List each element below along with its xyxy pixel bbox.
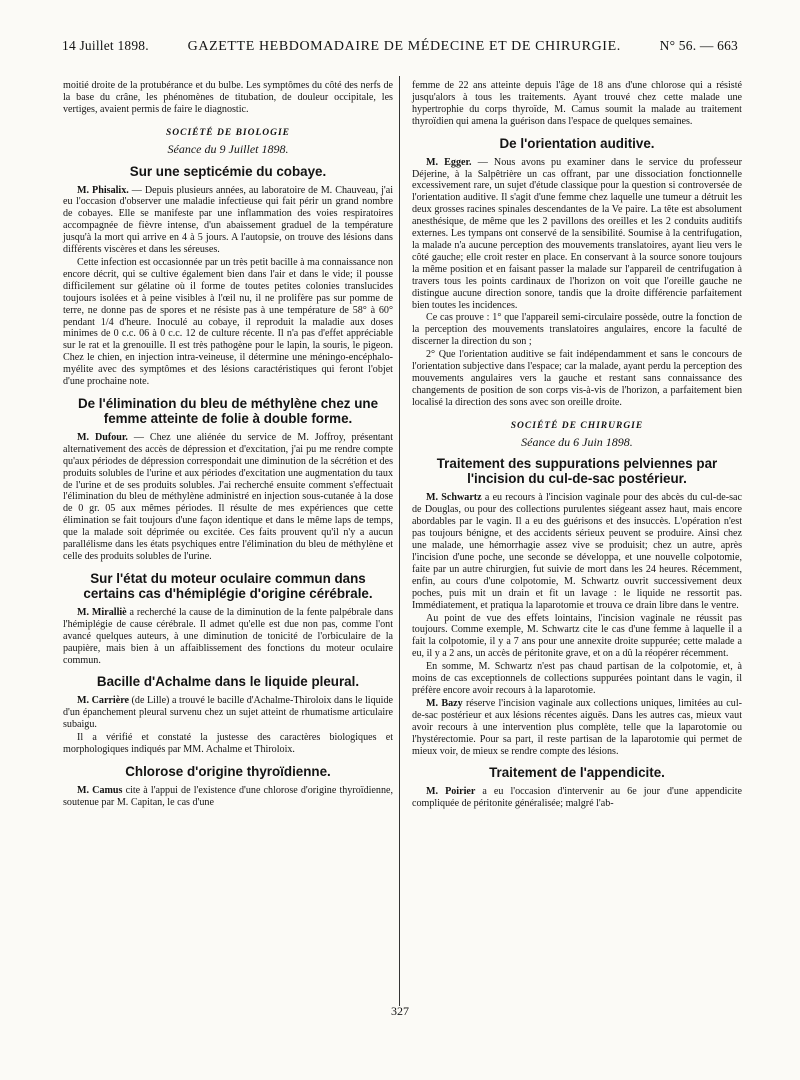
section-title: De l'élimination du bleu de méthylène chez une femme atteinte de folie à double forme. [77, 395, 379, 426]
author-name: M. Phisalix. [77, 184, 129, 196]
section-title: Sur l'état du moteur oculaire commun dans certains cas d'hémiplégie d'origine cérébrale. [83, 570, 373, 601]
paragraph: M. Egger. — Nous avons pu examiner dans le service du professeur Déjerine, à la Salpêtrière un cas offrant, par une dissociation fonctionnelle excessivement rare, un sujet d'étude classique pour la question si controversée de l'orientation auditive. Il s'agit d'une femme chez laquelle une tumeur a détruit les deux grosses racines spinales descendantes de la Ve paire. La tête est absolument anesthésique, de même que les 2 pavillons des oreilles et les 2 conduits auditifs externes. Les tympans ont conservé de la sensibilité. Soumise à la centrifugation, la malade n'a aucune perception des mouvements translatoires, ayant lieu vers le côté gauche; elle croit rester en place. En conservant à la source sonore toujours la même position et en faisant passer la malade sur l'appareil de centrifugation à travers tous les points cardinaux de l'horizon on voit que l'oreille gauche ne distingue aucune direction sonore, tandis que la droite différencie parfaitement bien toutes les incidences. [412, 156, 742, 311]
paragraph: femme de 22 ans atteinte depuis l'âge de 18 ans d'une chlorose qui a résisté jusqu'alors à tous les traitements. Ayant trouvé chez cette malade une hypertrophie du corps thyroïde, M. Camus soumit la malade au traitement thyroïdien qui amena la guérison dans l'espace de quelques semaines. [412, 80, 742, 127]
section-title: Bacille d'Achalme dans le liquide pleural. [96, 674, 360, 690]
author-name: M. Egger. [426, 156, 472, 168]
paragraph: M. Miralliè a recherché la cause de la diminution de la fente palpébrale dans l'hémiplégie de cause cérébrale. Il admet qu'elle est due non pas, comme l'ont avancé quelques auteurs, à une diminution de tonicité de l'orbiculaire de la paupière, mais bien à un affaiblissement des fonctions du moteur oculaire commun. [63, 606, 394, 666]
author-name: M. Carrière [77, 695, 129, 707]
paragraph: M. Camus cite à l'appui de l'existence d'une chlorose d'origine thyroïdienne, soutenue par M. Capitan, le cas d'une [63, 784, 393, 808]
paragraph: moitié droite de la protubérance et du bulbe. Les symptômes du côté des nerfs de la base du crâne, les phénomènes de titubation, de douleur occipitale, les vertiges, avaient permis de faire le diagnostic. [63, 80, 393, 115]
section-title: De l'orientation auditive. [499, 135, 655, 151]
header-date: 14 Juillet 1898. [62, 38, 149, 53]
session-date: Séance du 6 Juin 1898. [521, 434, 633, 449]
author-name: M. Camus [77, 784, 123, 796]
author-name: M. Miralliè [77, 606, 127, 618]
paragraph: M. Poirier a eu l'occasion d'intervenir au 6e jour d'une appendicite compliquée de péritonite généralisée; malgré l'ab- [412, 786, 743, 810]
society-heading: SOCIÉTÉ DE BIOLOGIE [165, 127, 291, 138]
paragraph: M. Bazy réserve l'incision vaginale aux collections uniques, limitées au cul-de-sac postérieur et aux lésions récentes aiguës. Dans les autres cas, mieux vaut avoir recours à une intervention plus complète, telle que la laparotomie ou l'hystérectomie. Pour sa part, il reste partisan de la laparotomie qui permet de mieux voir, de mieux se rendre compte des lésions. [412, 697, 742, 757]
author-name: M. Poirier [426, 786, 476, 798]
paragraph: Au point de vue des effets lointains, l'incision vaginale ne réussit pas toujours. Comme exemple, M. Schwartz cite le cas d'une femme à laquelle il a fait la colpotomie, il y a 7 ans pour une annexite droite suppurée; cette malade a eu, il y a 2 ans, un accès de péritonite grave, et on a dû la réopérer récemment. [412, 612, 742, 660]
section-title: Chlorose d'origine thyroïdienne. [125, 763, 331, 779]
society-heading: SOCIÉTÉ DE CHIRURGIE [510, 420, 644, 431]
paragraph: M. Carrière (de Lille) a trouvé le bacille d'Achalme-Thiroloix dans le liquide d'un épanchement pleural survenu chez un sujet atteint de rhumatisme articulaire subaigu. [63, 695, 393, 731]
paragraph: M. Phisalix. — Depuis plusieurs années, au laboratoire de M. Chauveau, j'ai eu l'occasion d'observer une maladie infectieuse qui fait périr un grand nombre de cobayes. Elle se manifeste par une inflammation des voies respiratoires accompagnée de fièvre intense, d'un abaissement graduel de la température jusqu'à la mort qui arrive en 4 à 5 jours. A l'autopsie, on trouve des lésions dans différents viscères et dans les séreuses. [63, 184, 394, 256]
paragraph: Ce cas prouve : 1° que l'appareil semi-circulaire possède, outre la fonction de la perception des mouvements translatoires angulaires, encore la faculté de discerner la direction du son ; [412, 312, 742, 348]
section-title: Traitement de l'appendicite. [489, 765, 665, 781]
author-name: M. Dufour. [77, 431, 128, 443]
running-header [62, 38, 738, 55]
author-name: M. Schwartz [426, 492, 482, 504]
section-title: Sur une septicémie du cobaye. [129, 163, 327, 179]
paragraph: En somme, M. Schwartz n'est pas chaud partisan de la colpotomie, et, à moins de cas exceptionnels de collections suppurées pointant dans le vagin, il préfère encore avoir recours à la laparotomie. [412, 661, 742, 696]
right-column [412, 80, 742, 811]
paragraph: Il a vérifié et constaté la justesse des caractères biologiques et morphologiques indiqués par MM. Achalme et Thiroloix. [63, 732, 393, 756]
session-date: Séance du 9 Juillet 1898. [167, 141, 289, 156]
page-number: N° 56. — 663 [659, 38, 738, 53]
section-title: Traitement des suppurations pelviennes par l'incision du cul-de-sac postérieur. [436, 456, 718, 487]
paragraph: M. Schwartz a eu recours à l'incision vaginale pour des abcès du cul-de-sac de Douglas, ou pour des collections purulentes siégeant assez haut, mais encore abordables par le vagin. Il a eu des guérisons et des insuccès. L'opération n'est pas toujours bénigne, et des accidents sérieux peuvent se produire. Ainsi chez une malade, une hémorrhagie assez vive se produisit; chez un autre, après l'incision d'une poche, une seconde se développa, et une nouvelle colpotomie, faite par un autre chirurgien, fut suivie de mort dans les 24 heures. Récemment, enfin, au cours d'une colpotomie, M. Schwartz ouvrit successivement deux poches, puis mit un drain et fit un lavage : le liquide ne ressortit pas. Immédiatement, et pratiqua la laparotomie et trouva ce drain libre dans le ventre. [412, 492, 742, 611]
paragraph: M. Dufour. — Chez une aliénée du service de M. Joffroy, présentant alternativement des accès de dépression et d'excitation, j'ai pu me rendre compte qu'aux périodes de dépression correspondait une diminution de la sécrétion et des produits solubles de l'urine et aux périodes d'excitation une augmentation du taux de l'urine et de ses produits solubles. J'ai recherché ensuite comment s'effectuait l'élimination du bleu de méthylène administré en injection sous-cutanée à la dose de 0 gr. 05 aux mêmes périodes. Il résulte de mes expériences que cette élimination se fait toujours d'une façon identique et dans le même laps de temps, que la malade soit déprimée ou excitée. Ces faits prouvent qu'il n'y a aucun parallélisme dans les états psychiques entre l'élimination du bleu de méthylène et celle des produits solubles de l'urine. [63, 431, 394, 562]
left-column [63, 80, 393, 810]
paragraph: 2° Que l'orientation auditive se fait indépendamment et sans le concours de l'orientation subjective dans l'espace; car la malade, ayant perdu la perception des mouvements angulaires vers la gauche et restant sans connaissance des changements de position de son corps vis-à-vis de l'horizon, a parfaitement bien localisé la direction des sons avec son oreille droite. [412, 349, 742, 408]
folio-number: 327 [391, 1004, 409, 1018]
journal-title: GAZETTE HEBDOMADAIRE DE MÉDECINE ET DE CHIRURGIE. [187, 39, 621, 54]
column-divider [399, 76, 400, 1006]
paragraph: Cette infection est occasionnée par un très petit bacille à ma connaissance non encore décrit, qui se cultive également bien dans l'air et dans le vide; il pousse difficilement sur gélatine où il forme de toutes petites colonies translucides toujours isolées et à peine visibles à l'œil nu, il ne prolifère pas sur pomme de terre, ne donne pas de spores et ne résiste pas à une température de 58° à 60° pendant 1/4 d'heure. Inoculé au cobaye, il reproduit la maladie aux doses minimes de 0 c.c. 06 à 0 c.c. 12 de culture récente. Il n'a pas d'effet appréciable sur le rat et la grenouille. Il est très pathogène pour le lapin, la souris, le pigeon. Chez le chien, en injection intra-veineuse, il détermine une méningo-encéphalo-myélite avec des symptômes et des lésions caractéristiques qui feront l'objet d'une prochaine note. [63, 256, 393, 388]
author-name: M. Bazy [426, 697, 463, 709]
